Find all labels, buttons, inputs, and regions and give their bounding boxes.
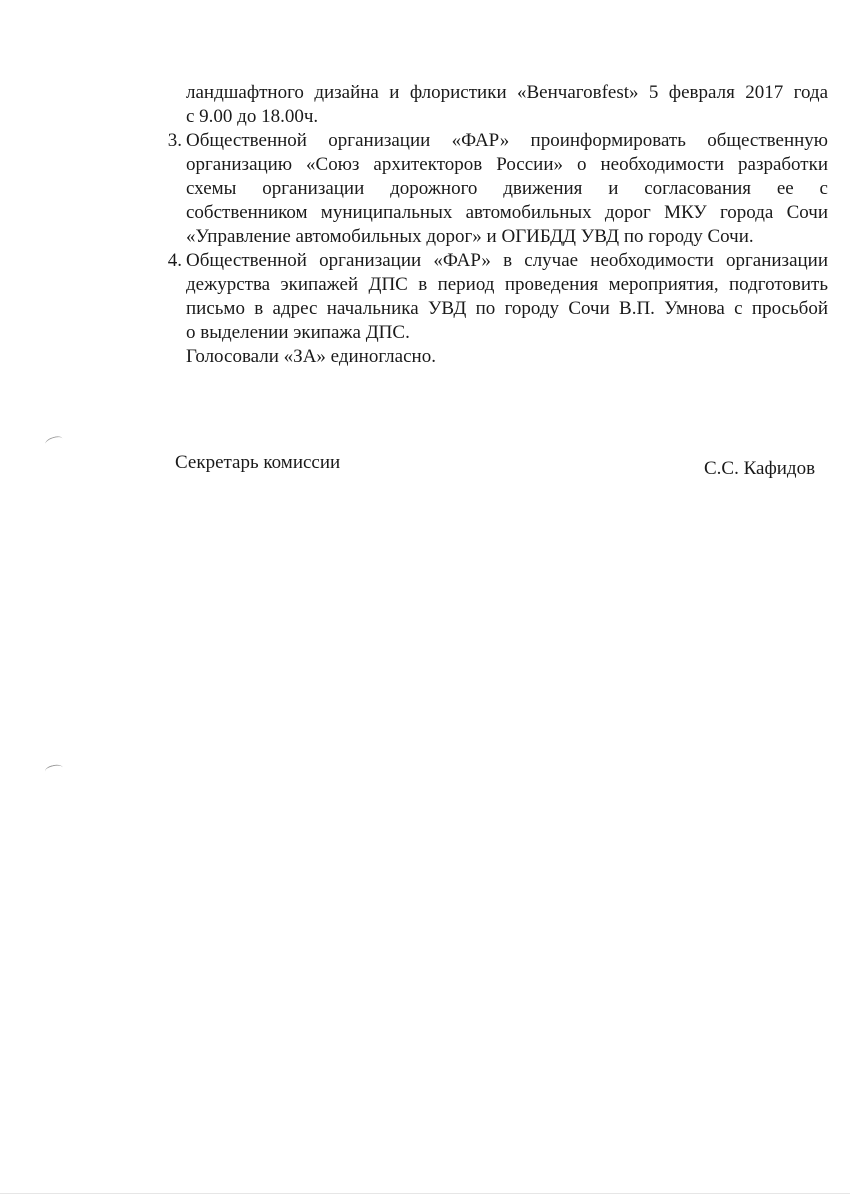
continuation-paragraph: [186, 81, 828, 129]
list-item-line: Общественной организации «ФАР» в случае необходимости организации: [186, 250, 828, 271]
signature-role: Секретарь комиссии: [175, 452, 341, 473]
page-edge-line: [0, 1193, 850, 1194]
list-item-line: о выделении экипажа ДПС.: [186, 322, 410, 343]
list-item-line: организацию «Союз архитекторов России» о необходимости разработки: [186, 154, 828, 175]
list-item-line: дежурства экипажей ДПС в период проведения мероприятия, подготовить: [186, 274, 828, 295]
continuation-line: ландшафтного дизайна и флористики «Венчаговfest» 5 февраля 2017 года: [186, 82, 828, 103]
list-item: [167, 129, 828, 249]
punch-hole-mark: [44, 763, 63, 776]
list-item-line: собственником муниципальных автомобильных дорог МКУ города Сочи: [186, 202, 828, 223]
continuation-line: с 9.00 до 18.00ч.: [186, 106, 319, 127]
list-item-line: схемы организации дорожного движения и согласования ее с: [186, 178, 828, 199]
vote-result: Голосовали «ЗА» единогласно.: [186, 346, 436, 367]
signature-name: С.С. Кафидов: [704, 458, 816, 479]
list-item-line: Общественной организации «ФАР» проинформировать общественную: [186, 130, 828, 151]
list-item: [167, 249, 828, 345]
punch-hole-mark: [44, 434, 64, 448]
list-item-line: «Управление автомобильных дорог» и ОГИБДД УВД по городу Сочи.: [186, 226, 754, 247]
list-item-number: 3.: [167, 130, 182, 151]
list-item-number: 4.: [167, 250, 182, 271]
list-item-line: письмо в адрес начальника УВД по городу Сочи В.П. Умнова с просьбой: [186, 298, 828, 319]
